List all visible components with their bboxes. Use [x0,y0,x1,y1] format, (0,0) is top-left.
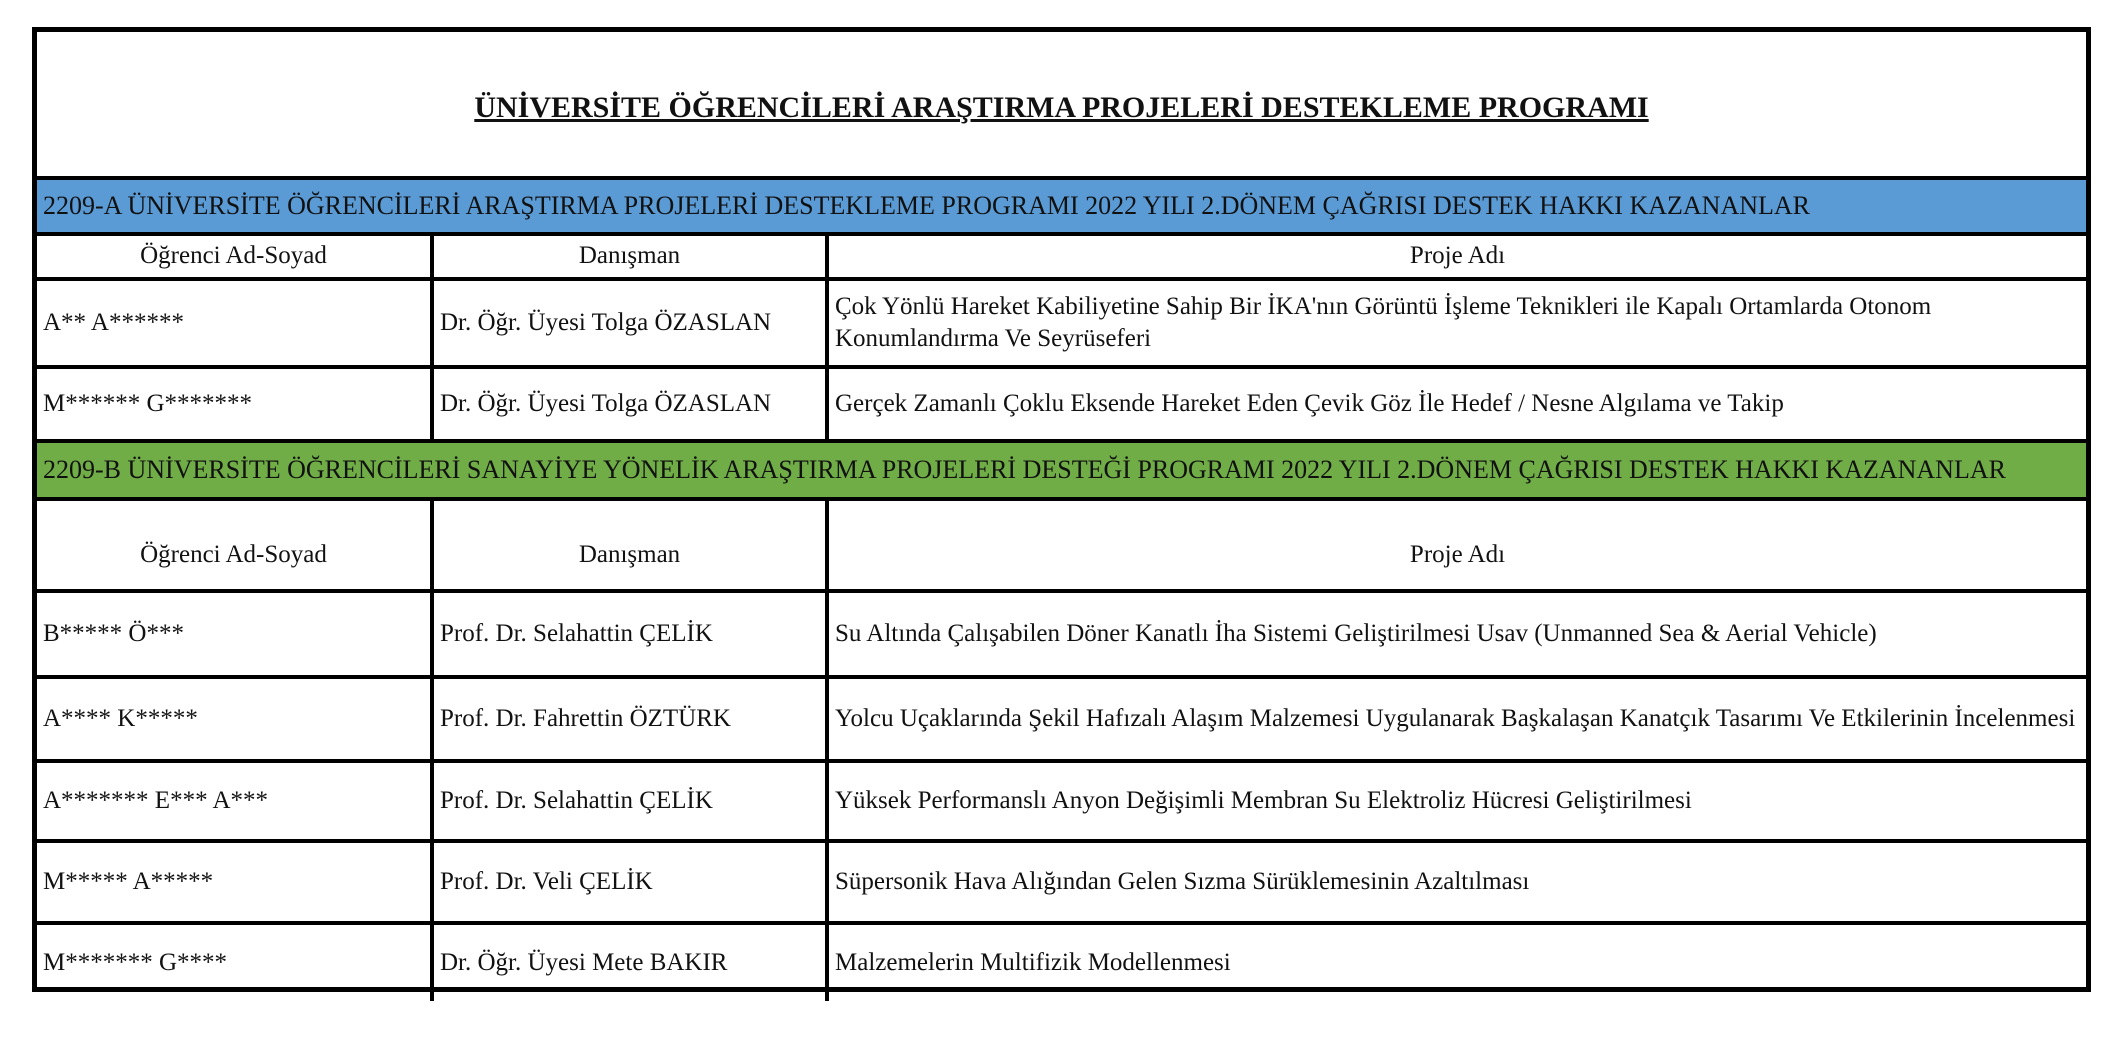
table-row [37,591,2086,677]
title-row [37,32,2086,178]
student-name: A**** K***** [37,677,432,761]
table-row [37,761,2086,841]
student-name: A** A****** [37,279,432,367]
advisor-name: Prof. Dr. Selahattin ÇELİK [432,591,827,677]
student-name: B***** Ö*** [37,591,432,677]
results-table [37,32,2086,1001]
student-name: A******* E*** A*** [37,761,432,841]
advisor-name: Dr. Öğr. Üyesi Mete BAKIR [432,923,827,1001]
project-name: Malzemelerin Multifizik Modellenmesi [827,923,2086,1001]
project-name: Yolcu Uçaklarında Şekil Hafızalı Alaşım Malzemesi Uygulanarak Başkalaşan Kanatçık Tasarımı Ve Etkilerinin İncelenmesi [827,677,2086,761]
advisor-name: Dr. Öğr. Üyesi Tolga ÖZASLAN [432,367,827,441]
table-row [37,677,2086,761]
section-b-header [37,441,2086,499]
student-name: M***** A***** [37,841,432,923]
advisor-name: Prof. Dr. Veli ÇELİK [432,841,827,923]
column-header-advisor: Danışman [432,234,827,279]
column-header-project: Proje Adı [827,234,2086,279]
section-a-header [37,178,2086,234]
project-name: Çok Yönlü Hareket Kabiliyetine Sahip Bir İKA'nın Görüntü İşleme Teknikleri ile Kapalı Ortamlarda Otonom Konumlandırma Ve Seyrüseferi [827,279,2086,367]
advisor-name: Dr. Öğr. Üyesi Tolga ÖZASLAN [432,279,827,367]
document-frame [32,27,2091,992]
project-name: Süpersonik Hava Alığından Gelen Sızma Sürüklemesinin Azaltılması [827,841,2086,923]
table-row [37,279,2086,367]
project-name: Yüksek Performanslı Anyon Değişimli Membran Su Elektroliz Hücresi Geliştirilmesi [827,761,2086,841]
table-row [37,923,2086,1001]
column-header-advisor: Danışman [432,499,827,591]
advisor-name: Prof. Dr. Fahrettin ÖZTÜRK [432,677,827,761]
section-b-column-headers [37,499,2086,591]
student-name: M****** G******* [37,367,432,441]
table-row [37,367,2086,441]
section-a-title: 2209-A ÜNİVERSİTE ÖĞRENCİLERİ ARAŞTIRMA PROJELERİ DESTEKLEME PROGRAMI 2022 YILI 2.DÖNEM ÇAĞRISI DESTEK HAKKI KAZANANLAR [37,178,2086,234]
project-name: Gerçek Zamanlı Çoklu Eksende Hareket Eden Çevik Göz İle Hedef / Nesne Algılama ve Takip [827,367,2086,441]
student-name: M******* G**** [37,923,432,1001]
section-a-column-headers [37,234,2086,279]
advisor-name: Prof. Dr. Selahattin ÇELİK [432,761,827,841]
column-header-student: Öğrenci Ad-Soyad [37,499,432,591]
section-b-title: 2209-B ÜNİVERSİTE ÖĞRENCİLERİ SANAYİYE YÖNELİK ARAŞTIRMA PROJELERİ DESTEĞİ PROGRAMI 2022 YILI 2.DÖNEM ÇAĞRISI DESTEK HAKKI KAZANANLAR [37,441,2086,499]
column-header-student: Öğrenci Ad-Soyad [37,234,432,279]
project-name: Su Altında Çalışabilen Döner Kanatlı İha Sistemi Geliştirilmesi Usav (Unmanned Sea & Aerial Vehicle) [827,591,2086,677]
table-row [37,841,2086,923]
column-header-project: Proje Adı [827,499,2086,591]
page-title: ÜNİVERSİTE ÖĞRENCİLERİ ARAŞTIRMA PROJELERİ DESTEKLEME PROGRAMI [37,32,2086,178]
